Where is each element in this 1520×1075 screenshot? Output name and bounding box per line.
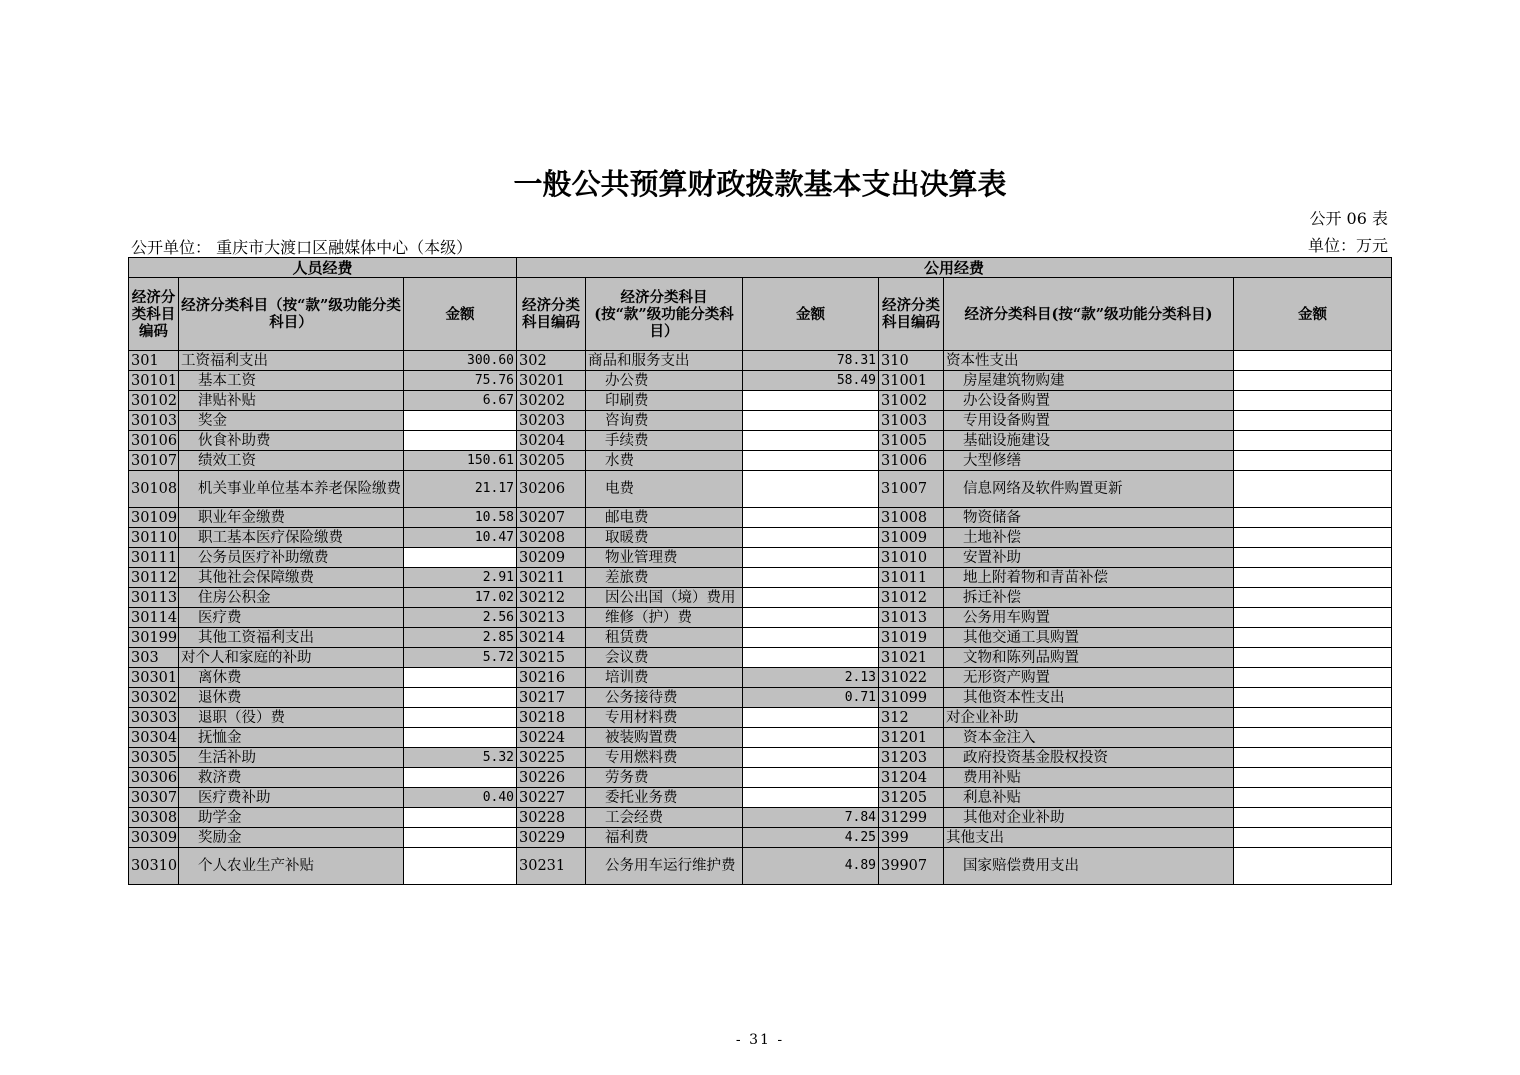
amount-cell bbox=[1234, 848, 1392, 885]
code-cell: 31009 bbox=[879, 528, 944, 548]
name-cell: 公务用车购置 bbox=[944, 608, 1234, 628]
name-cell: 津贴补贴 bbox=[179, 391, 404, 411]
code-cell: 31007 bbox=[879, 471, 944, 508]
code-cell: 30229 bbox=[517, 828, 586, 848]
code-cell: 30205 bbox=[517, 451, 586, 471]
amount-cell bbox=[1234, 648, 1392, 668]
amount-cell bbox=[404, 808, 517, 828]
page-number: - 31 - bbox=[735, 1032, 785, 1048]
col-header-code: 经济分类科目编码 bbox=[517, 278, 586, 351]
name-cell: 医疗费 bbox=[179, 608, 404, 628]
amount-cell: 150.61 bbox=[404, 451, 517, 471]
amount-cell bbox=[1234, 528, 1392, 548]
amount-cell bbox=[743, 588, 879, 608]
code-cell: 30112 bbox=[129, 568, 179, 588]
table-row bbox=[129, 628, 1392, 648]
code-cell: 30303 bbox=[129, 708, 179, 728]
col-header-amount: 金额 bbox=[404, 278, 517, 351]
amount-cell bbox=[1234, 471, 1392, 508]
name-cell: 其他资本性支出 bbox=[944, 688, 1234, 708]
amount-cell bbox=[404, 411, 517, 431]
table-row bbox=[129, 748, 1392, 768]
amount-cell bbox=[1234, 608, 1392, 628]
code-cell: 30302 bbox=[129, 688, 179, 708]
code-cell: 30214 bbox=[517, 628, 586, 648]
expenditure-table bbox=[128, 257, 1392, 885]
code-cell: 30206 bbox=[517, 471, 586, 508]
amount-cell: 2.85 bbox=[404, 628, 517, 648]
code-cell: 30209 bbox=[517, 548, 586, 568]
amount-cell bbox=[743, 508, 879, 528]
name-cell: 专用设备购置 bbox=[944, 411, 1234, 431]
code-cell: 30201 bbox=[517, 371, 586, 391]
amount-cell bbox=[743, 708, 879, 728]
code-cell: 301 bbox=[129, 351, 179, 371]
name-cell: 抚恤金 bbox=[179, 728, 404, 748]
name-cell: 公务用车运行维护费 bbox=[586, 848, 743, 885]
code-cell: 30310 bbox=[129, 848, 179, 885]
code-cell: 31002 bbox=[879, 391, 944, 411]
amount-cell bbox=[743, 768, 879, 788]
name-cell: 奖励金 bbox=[179, 828, 404, 848]
table-row bbox=[129, 471, 1392, 508]
amount-cell bbox=[1234, 508, 1392, 528]
table-row bbox=[129, 371, 1392, 391]
name-cell: 商品和服务支出 bbox=[586, 351, 743, 371]
name-cell: 工资福利支出 bbox=[179, 351, 404, 371]
amount-cell bbox=[1234, 588, 1392, 608]
name-cell: 职工基本医疗保险缴费 bbox=[179, 528, 404, 548]
code-cell: 30113 bbox=[129, 588, 179, 608]
name-cell: 其他支出 bbox=[944, 828, 1234, 848]
code-cell: 30106 bbox=[129, 431, 179, 451]
amount-cell bbox=[743, 528, 879, 548]
name-cell: 国家赔偿费用支出 bbox=[944, 848, 1234, 885]
name-cell: 伙食补助费 bbox=[179, 431, 404, 451]
amount-cell bbox=[1234, 451, 1392, 471]
name-cell: 电费 bbox=[586, 471, 743, 508]
amount-cell bbox=[743, 648, 879, 668]
code-cell: 30207 bbox=[517, 508, 586, 528]
name-cell: 公务员医疗补助缴费 bbox=[179, 548, 404, 568]
name-cell: 土地补偿 bbox=[944, 528, 1234, 548]
name-cell: 公务接待费 bbox=[586, 688, 743, 708]
name-cell: 被装购置费 bbox=[586, 728, 743, 748]
name-cell: 利息补贴 bbox=[944, 788, 1234, 808]
code-cell: 30202 bbox=[517, 391, 586, 411]
code-cell: 30231 bbox=[517, 848, 586, 885]
code-cell: 30107 bbox=[129, 451, 179, 471]
name-cell: 房屋建筑物购建 bbox=[944, 371, 1234, 391]
amount-cell bbox=[1234, 411, 1392, 431]
amount-cell: 78.31 bbox=[743, 351, 879, 371]
name-cell: 对企业补助 bbox=[944, 708, 1234, 728]
code-cell: 30227 bbox=[517, 788, 586, 808]
amount-cell: 7.84 bbox=[743, 808, 879, 828]
amount-cell bbox=[1234, 568, 1392, 588]
amount-cell bbox=[1234, 431, 1392, 451]
name-cell: 退休费 bbox=[179, 688, 404, 708]
table-row bbox=[129, 768, 1392, 788]
name-cell: 无形资产购置 bbox=[944, 668, 1234, 688]
code-cell: 31001 bbox=[879, 371, 944, 391]
code-cell: 399 bbox=[879, 828, 944, 848]
amount-cell: 75.76 bbox=[404, 371, 517, 391]
code-cell: 30103 bbox=[129, 411, 179, 431]
reporting-unit: 公开单位： 重庆市大渡口区融媒体中心（本级） bbox=[131, 238, 473, 257]
code-cell: 31205 bbox=[879, 788, 944, 808]
code-cell: 31013 bbox=[879, 608, 944, 628]
code-cell: 30215 bbox=[517, 648, 586, 668]
name-cell: 职业年金缴费 bbox=[179, 508, 404, 528]
amount-cell bbox=[404, 728, 517, 748]
code-cell: 31019 bbox=[879, 628, 944, 648]
name-cell: 委托业务费 bbox=[586, 788, 743, 808]
code-cell: 30199 bbox=[129, 628, 179, 648]
amount-cell bbox=[1234, 371, 1392, 391]
code-cell: 31203 bbox=[879, 748, 944, 768]
col-header-name: 经济分类科目(按“款”级功能分类科目) bbox=[944, 278, 1234, 351]
page-title: 一般公共预算财政拨款基本支出决算表 bbox=[513, 167, 1007, 201]
code-cell: 31010 bbox=[879, 548, 944, 568]
currency-unit: 单位：万元 bbox=[1307, 236, 1388, 255]
name-cell: 培训费 bbox=[586, 668, 743, 688]
code-cell: 30213 bbox=[517, 608, 586, 628]
name-cell: 信息网络及软件购置更新 bbox=[944, 471, 1234, 508]
table-row bbox=[129, 588, 1392, 608]
table-row bbox=[129, 391, 1392, 411]
name-cell: 邮电费 bbox=[586, 508, 743, 528]
code-cell: 30110 bbox=[129, 528, 179, 548]
amount-cell bbox=[743, 728, 879, 748]
amount-cell bbox=[743, 748, 879, 768]
amount-cell: 5.72 bbox=[404, 648, 517, 668]
col-header-code: 经济分类科目编码 bbox=[129, 278, 179, 351]
name-cell: 工会经费 bbox=[586, 808, 743, 828]
code-cell: 303 bbox=[129, 648, 179, 668]
name-cell: 办公设备购置 bbox=[944, 391, 1234, 411]
amount-cell bbox=[743, 628, 879, 648]
code-cell: 39907 bbox=[879, 848, 944, 885]
name-cell: 咨询费 bbox=[586, 411, 743, 431]
code-cell: 30225 bbox=[517, 748, 586, 768]
col-header-amount: 金额 bbox=[743, 278, 879, 351]
name-cell: 费用补贴 bbox=[944, 768, 1234, 788]
amount-cell bbox=[1234, 391, 1392, 411]
name-cell: 住房公积金 bbox=[179, 588, 404, 608]
code-cell: 30217 bbox=[517, 688, 586, 708]
code-cell: 30204 bbox=[517, 431, 586, 451]
amount-cell bbox=[1234, 808, 1392, 828]
code-cell: 31005 bbox=[879, 431, 944, 451]
amount-cell bbox=[1234, 688, 1392, 708]
name-cell: 退职（役）费 bbox=[179, 708, 404, 728]
amount-cell bbox=[404, 708, 517, 728]
name-cell: 专用燃料费 bbox=[586, 748, 743, 768]
code-cell: 30208 bbox=[517, 528, 586, 548]
code-cell: 31022 bbox=[879, 668, 944, 688]
name-cell: 会议费 bbox=[586, 648, 743, 668]
code-cell: 31003 bbox=[879, 411, 944, 431]
code-cell: 30108 bbox=[129, 471, 179, 508]
amount-cell bbox=[743, 788, 879, 808]
amount-cell: 2.91 bbox=[404, 568, 517, 588]
table-row bbox=[129, 648, 1392, 668]
table-row bbox=[129, 808, 1392, 828]
col-header-name: 经济分类科目(按“款”级功能分类科目） bbox=[586, 278, 743, 351]
name-cell: 对个人和家庭的补助 bbox=[179, 648, 404, 668]
name-cell: 福利费 bbox=[586, 828, 743, 848]
name-cell: 政府投资基金股权投资 bbox=[944, 748, 1234, 768]
amount-cell: 300.60 bbox=[404, 351, 517, 371]
amount-cell bbox=[743, 431, 879, 451]
name-cell: 办公费 bbox=[586, 371, 743, 391]
name-cell: 其他对企业补助 bbox=[944, 808, 1234, 828]
amount-cell: 21.17 bbox=[404, 471, 517, 508]
name-cell: 差旅费 bbox=[586, 568, 743, 588]
code-cell: 30101 bbox=[129, 371, 179, 391]
amount-cell bbox=[404, 848, 517, 885]
group-header-personnel: 人员经费 bbox=[129, 258, 517, 278]
code-cell: 30226 bbox=[517, 768, 586, 788]
name-cell: 文物和陈列品购置 bbox=[944, 648, 1234, 668]
amount-cell: 2.56 bbox=[404, 608, 517, 628]
amount-cell: 10.58 bbox=[404, 508, 517, 528]
name-cell: 租赁费 bbox=[586, 628, 743, 648]
amount-cell bbox=[743, 568, 879, 588]
name-cell: 大型修缮 bbox=[944, 451, 1234, 471]
name-cell: 医疗费补助 bbox=[179, 788, 404, 808]
code-cell: 302 bbox=[517, 351, 586, 371]
amount-cell bbox=[404, 668, 517, 688]
code-cell: 30102 bbox=[129, 391, 179, 411]
amount-cell: 58.49 bbox=[743, 371, 879, 391]
table-row bbox=[129, 788, 1392, 808]
code-cell: 31006 bbox=[879, 451, 944, 471]
table-row bbox=[129, 708, 1392, 728]
amount-cell bbox=[743, 608, 879, 628]
code-cell: 30211 bbox=[517, 568, 586, 588]
code-cell: 310 bbox=[879, 351, 944, 371]
code-cell: 31012 bbox=[879, 588, 944, 608]
table-row bbox=[129, 431, 1392, 451]
table-row bbox=[129, 411, 1392, 431]
amount-cell bbox=[1234, 788, 1392, 808]
amount-cell: 5.32 bbox=[404, 748, 517, 768]
amount-cell: 4.25 bbox=[743, 828, 879, 848]
name-cell: 其他交通工具购置 bbox=[944, 628, 1234, 648]
name-cell: 离休费 bbox=[179, 668, 404, 688]
col-header-name: 经济分类科目（按“款”级功能分类科目） bbox=[179, 278, 404, 351]
name-cell: 地上附着物和青苗补偿 bbox=[944, 568, 1234, 588]
name-cell: 拆迁补偿 bbox=[944, 588, 1234, 608]
col-header-code: 经济分类科目编码 bbox=[879, 278, 944, 351]
table-row bbox=[129, 848, 1392, 885]
table-row bbox=[129, 828, 1392, 848]
name-cell: 因公出国（境）费用 bbox=[586, 588, 743, 608]
code-cell: 31099 bbox=[879, 688, 944, 708]
code-cell: 31201 bbox=[879, 728, 944, 748]
amount-cell: 4.89 bbox=[743, 848, 879, 885]
name-cell: 其他社会保障缴费 bbox=[179, 568, 404, 588]
code-cell: 31204 bbox=[879, 768, 944, 788]
amount-cell bbox=[743, 471, 879, 508]
code-cell: 30212 bbox=[517, 588, 586, 608]
name-cell: 个人农业生产补贴 bbox=[179, 848, 404, 885]
code-cell: 312 bbox=[879, 708, 944, 728]
name-cell: 资本性支出 bbox=[944, 351, 1234, 371]
amount-cell bbox=[743, 548, 879, 568]
name-cell: 机关事业单位基本养老保险缴费 bbox=[179, 471, 404, 508]
name-cell: 物资储备 bbox=[944, 508, 1234, 528]
amount-cell bbox=[1234, 828, 1392, 848]
name-cell: 绩效工资 bbox=[179, 451, 404, 471]
name-cell: 物业管理费 bbox=[586, 548, 743, 568]
amount-cell bbox=[404, 688, 517, 708]
amount-cell: 10.47 bbox=[404, 528, 517, 548]
code-cell: 30203 bbox=[517, 411, 586, 431]
amount-cell: 0.71 bbox=[743, 688, 879, 708]
amount-cell bbox=[1234, 748, 1392, 768]
table-row bbox=[129, 728, 1392, 748]
table-row bbox=[129, 451, 1392, 471]
code-cell: 30109 bbox=[129, 508, 179, 528]
name-cell: 救济费 bbox=[179, 768, 404, 788]
amount-cell bbox=[404, 548, 517, 568]
amount-cell: 17.02 bbox=[404, 588, 517, 608]
amount-cell bbox=[743, 451, 879, 471]
amount-cell bbox=[1234, 548, 1392, 568]
code-cell: 30309 bbox=[129, 828, 179, 848]
code-cell: 30218 bbox=[517, 708, 586, 728]
name-cell: 其他工资福利支出 bbox=[179, 628, 404, 648]
name-cell: 资本金注入 bbox=[944, 728, 1234, 748]
amount-cell bbox=[743, 411, 879, 431]
group-header-public: 公用经费 bbox=[517, 258, 1392, 278]
name-cell: 维修（护）费 bbox=[586, 608, 743, 628]
code-cell: 30308 bbox=[129, 808, 179, 828]
name-cell: 生活补助 bbox=[179, 748, 404, 768]
name-cell: 基本工资 bbox=[179, 371, 404, 391]
amount-cell bbox=[1234, 628, 1392, 648]
name-cell: 水费 bbox=[586, 451, 743, 471]
name-cell: 助学金 bbox=[179, 808, 404, 828]
name-cell: 奖金 bbox=[179, 411, 404, 431]
table-row bbox=[129, 668, 1392, 688]
code-cell: 30114 bbox=[129, 608, 179, 628]
code-cell: 30216 bbox=[517, 668, 586, 688]
form-number: 公开 06 表 bbox=[1309, 209, 1388, 228]
code-cell: 30224 bbox=[517, 728, 586, 748]
code-cell: 31011 bbox=[879, 568, 944, 588]
amount-cell bbox=[404, 768, 517, 788]
col-header-amount: 金额 bbox=[1234, 278, 1392, 351]
code-cell: 30305 bbox=[129, 748, 179, 768]
name-cell: 手续费 bbox=[586, 431, 743, 451]
code-cell: 30307 bbox=[129, 788, 179, 808]
table-row bbox=[129, 528, 1392, 548]
amount-cell bbox=[1234, 768, 1392, 788]
table-row bbox=[129, 568, 1392, 588]
code-cell: 30306 bbox=[129, 768, 179, 788]
code-cell: 31008 bbox=[879, 508, 944, 528]
code-cell: 30301 bbox=[129, 668, 179, 688]
amount-cell bbox=[404, 431, 517, 451]
table-row bbox=[129, 548, 1392, 568]
code-cell: 30111 bbox=[129, 548, 179, 568]
name-cell: 专用材料费 bbox=[586, 708, 743, 728]
name-cell: 安置补助 bbox=[944, 548, 1234, 568]
table-row bbox=[129, 608, 1392, 628]
code-cell: 31021 bbox=[879, 648, 944, 668]
amount-cell bbox=[1234, 351, 1392, 371]
amount-cell bbox=[404, 828, 517, 848]
code-cell: 31299 bbox=[879, 808, 944, 828]
name-cell: 基础设施建设 bbox=[944, 431, 1234, 451]
name-cell: 取暖费 bbox=[586, 528, 743, 548]
table-row bbox=[129, 508, 1392, 528]
amount-cell bbox=[1234, 708, 1392, 728]
amount-cell: 6.67 bbox=[404, 391, 517, 411]
code-cell: 30304 bbox=[129, 728, 179, 748]
name-cell: 劳务费 bbox=[586, 768, 743, 788]
amount-cell bbox=[743, 391, 879, 411]
amount-cell: 0.40 bbox=[404, 788, 517, 808]
amount-cell bbox=[1234, 668, 1392, 688]
name-cell: 印刷费 bbox=[586, 391, 743, 411]
code-cell: 30228 bbox=[517, 808, 586, 828]
table-row bbox=[129, 351, 1392, 371]
amount-cell bbox=[1234, 728, 1392, 748]
amount-cell: 2.13 bbox=[743, 668, 879, 688]
table-row bbox=[129, 688, 1392, 708]
